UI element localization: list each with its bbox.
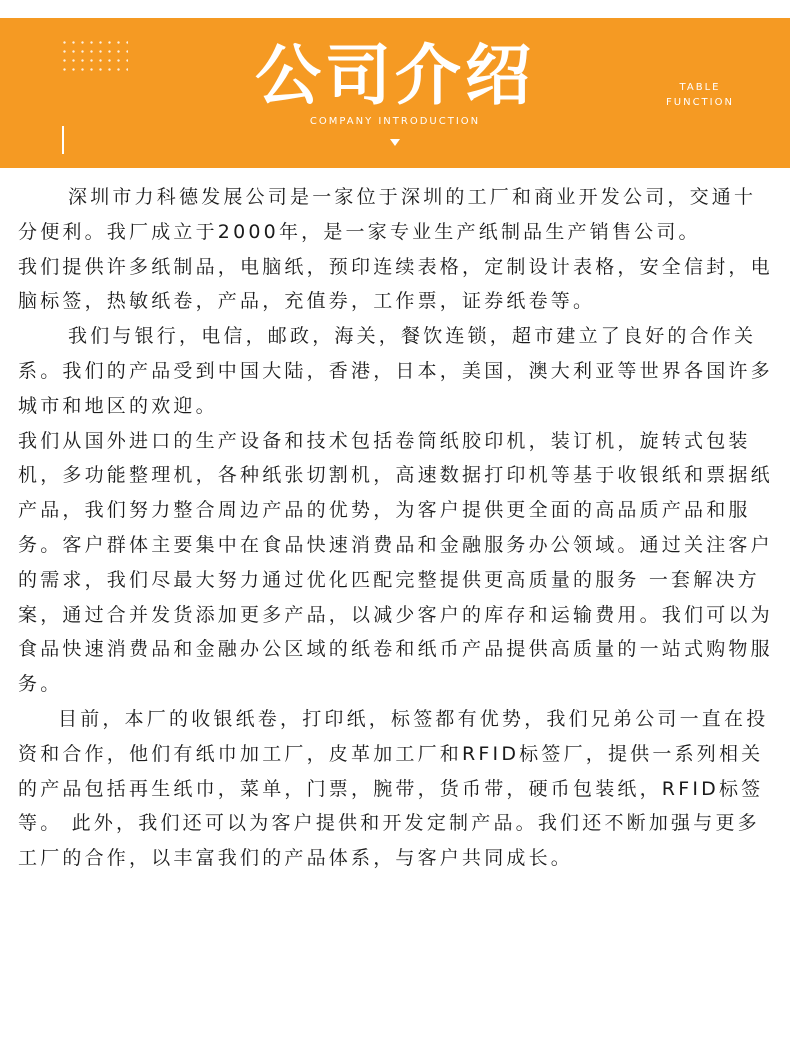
side-label [660, 80, 740, 110]
header-banner [0, 18, 790, 168]
side-label-line1: TABLE [679, 82, 721, 93]
paragraph-products: 我们提供许多纸制品，电脑纸，预印连续表格，定制设计表格，安全信封，电脑标签，热敏纸卷，产品，充值券，工作票，证券纸卷等。 [18, 255, 773, 313]
paragraph-equipment: 我们从国外进口的生产设备和技术包括卷筒纸胶印机，装订机，旋转式包装机，多功能整理机，各种纸张切割机，高速数据打印机等基于收银纸和票据纸产品，我们努力整合周边产品的优势，为客户提供更全面的高品质产品和服务。客户群体主要集中在食品快速消费品和金融服务办公领域。通过关注客户的需求，我们尽最大努力通过优化匹配完整提供更高质量的服务 一套解决方案，通过合并发货添加更多产品，以减少客户的库存和运输费用。我们可以为食品快速消费品和金融办公区域的纸卷和纸币产品提供高质量的一站式购物服务。 [18, 429, 773, 696]
vertical-line-decoration [62, 126, 64, 154]
paragraph-intro: 深圳市力科德发展公司是一家位于深圳的工厂和商业开发公司，交通十分便利。我厂成立于2000年，是一家专业生产纸制品生产销售公司。 [18, 186, 757, 243]
company-intro-text [18, 180, 774, 876]
paragraph-current: 目前，本厂的收银纸卷，打印纸，标签都有优势，我们兄弟公司一直在投资和合作，他们有纸巾加工厂，皮革加工厂和RFID标签厂，提供一系列相关的产品包括再生纸巾，菜单，门票，腕带，货币带，硬币包装纸，RFID标签等。 此外，我们还可以为客户提供和开发定制产品。我们还不断加强与更多工厂的合作，以丰富我们的产品体系，与客户共同成长。 [18, 707, 769, 870]
banner-subtitle: COMPANY INTRODUCTION [309, 116, 481, 127]
paragraph-partners: 我们与银行，电信，邮政，海关，餐饮连锁，超市建立了良好的合作关系。我们的产品受到中国大陆，香港，日本，美国，澳大利亚等世界各国许多城市和地区的欢迎。 [18, 325, 773, 417]
down-triangle-icon [390, 139, 400, 146]
side-label-line2: FUNCTION [666, 97, 734, 108]
banner-title: 公司介绍 [255, 37, 535, 114]
